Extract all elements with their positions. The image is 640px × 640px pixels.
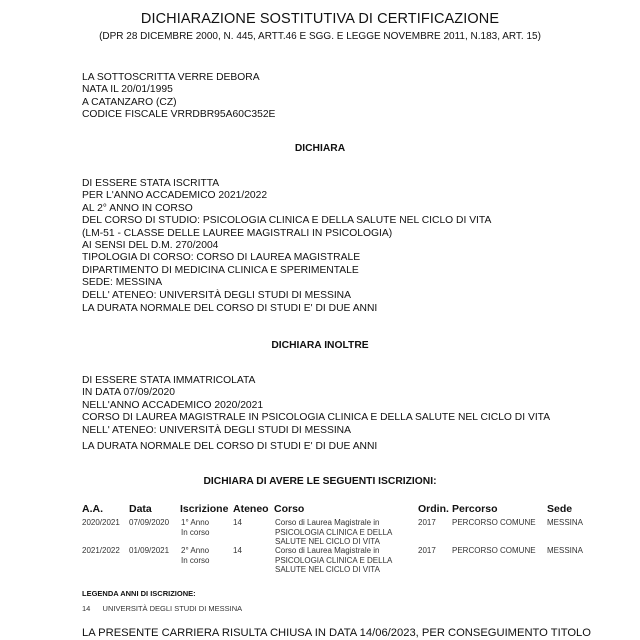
cell-ordin: 2017 xyxy=(418,546,436,555)
section2-block xyxy=(82,375,550,437)
career-closed-statement: LA PRESENTE CARRIERA RISULTA CHIUSA IN DATA 14/06/2023, PER CONSEGUIMENTO TITOLO xyxy=(82,627,591,639)
section-heading-dichiara: DICHIARA xyxy=(294,143,346,154)
section2-duration: LA DURATA NORMALE DEL CORSO DI STUDI E' DI DUE ANNI xyxy=(82,441,378,452)
section1-line: TIPOLOGIA DI CORSO: CORSO DI LAUREA MAGISTRALE xyxy=(82,252,361,264)
document-title: DICHIARAZIONE SOSTITUTIVA DI CERTIFICAZIONE xyxy=(140,11,500,27)
section1-line: AI SENSI DEL D.M. 270/2004 xyxy=(82,240,219,252)
declarant-name: LA SOTTOSCRITTA VERRE DEBORA xyxy=(82,72,260,83)
cell-corso-line: PSICOLOGIA CLINICA E DELLA xyxy=(275,527,393,537)
cell-iscrizione xyxy=(181,518,209,537)
section1-block xyxy=(82,178,491,302)
cell-corso-line: PSICOLOGIA CLINICA E DELLA xyxy=(275,555,393,565)
column-header-ateneo: Ateneo xyxy=(233,503,269,515)
document-subtitle: (DPR 28 DICEMBRE 2000, N. 445, ARTT.46 E SGG. E LEGGE NOVEMBRE 2011, N.183, ART. 15) xyxy=(99,31,541,42)
legend-code: 14 xyxy=(82,604,91,613)
cell-ateneo: 14 xyxy=(233,518,242,527)
section1-line: DELL' ATENEO: UNIVERSITÀ DEGLI STUDI DI MESSINA xyxy=(82,289,351,301)
cell-data: 01/09/2021 xyxy=(129,546,170,555)
cell-corso xyxy=(275,546,392,575)
cell-percorso: PERCORSO COMUNE xyxy=(452,518,536,527)
cell-percorso: PERCORSO COMUNE xyxy=(452,546,536,555)
cell-corso-line: Corso di Laurea Magistrale in xyxy=(275,518,380,527)
cell-data: 07/09/2020 xyxy=(129,518,170,527)
column-header-sede: Sede xyxy=(547,503,573,515)
legend-university: UNIVERSITÀ DEGLI STUDI DI MESSINA xyxy=(102,604,243,613)
section2-line: CORSO DI LAUREA MAGISTRALE IN PSICOLOGIA CLINICA E DELLA SALUTE NEL CICLO DI VITA xyxy=(82,412,551,424)
column-header-ordin: Ordin. xyxy=(418,503,449,515)
section-heading-dichiara-inoltre: DICHIARA INOLTRE xyxy=(271,340,369,351)
section1-line: DEL CORSO DI STUDIO: PSICOLOGIA CLINICA E DELLA SALUTE NEL CICLO DI VITA xyxy=(82,215,492,227)
cell-iscrizione-year: 1° Anno xyxy=(181,518,210,527)
cell-aa: 2020/2021 xyxy=(82,518,120,527)
cell-iscrizione xyxy=(181,546,209,565)
cell-sede: MESSINA xyxy=(547,546,584,555)
cell-corso xyxy=(275,518,392,547)
column-header-aa: A.A. xyxy=(82,503,103,515)
declarant-fiscal-code: CODICE FISCALE VRRDBR95A60C352E xyxy=(82,109,276,121)
section1-line: SEDE: MESSINA xyxy=(82,277,163,289)
cell-aa: 2021/2022 xyxy=(82,546,120,555)
legend-title: LEGENDA ANNI DI ISCRIZIONE: xyxy=(82,589,196,598)
section2-line: NELL' ATENEO: UNIVERSITÀ DEGLI STUDI DI MESSINA xyxy=(82,424,351,436)
section1-duration: LA DURATA NORMALE DEL CORSO DI STUDI E' DI DUE ANNI xyxy=(82,303,378,314)
cell-corso-line: SALUTE NEL CICLO DI VITA xyxy=(275,537,380,547)
declarant-block xyxy=(82,72,275,122)
column-header-data: Data xyxy=(129,503,152,515)
cell-corso-line: Corso di Laurea Magistrale in xyxy=(275,546,380,555)
declarant-birthdate: NATA IL 20/01/1995 xyxy=(82,84,173,96)
section1-line: DI ESSERE STATA ISCRITTA xyxy=(82,178,220,189)
section2-line: DI ESSERE STATA IMMATRICOLATA xyxy=(82,375,256,386)
column-header-iscrizione: Iscrizione xyxy=(180,503,229,515)
cell-sede: MESSINA xyxy=(547,518,584,527)
column-header-corso: Corso xyxy=(274,503,305,515)
cell-iscrizione-status: In corso xyxy=(181,527,210,537)
section2-line: NELL'ANNO ACCADEMICO 2020/2021 xyxy=(82,399,264,411)
section1-line: (LM-51 - CLASSE DELLE LAUREE MAGISTRALI IN PSICOLOGIA) xyxy=(82,227,393,239)
section1-line: AL 2° ANNO IN CORSO xyxy=(82,202,193,214)
section1-line: PER L'ANNO ACCADEMICO 2021/2022 xyxy=(82,190,268,202)
cell-ordin: 2017 xyxy=(418,518,436,527)
section1-line: DIPARTIMENTO DI MEDICINA CLINICA E SPERIMENTALE xyxy=(82,264,359,276)
cell-ateneo: 14 xyxy=(233,546,242,555)
cell-iscrizione-status: In corso xyxy=(181,555,210,565)
legend-row xyxy=(82,604,242,613)
section2-line: IN DATA 07/09/2020 xyxy=(82,387,175,399)
declarant-birthplace: A CATANZARO (CZ) xyxy=(82,96,177,108)
section-heading-iscrizioni: DICHIARA DI AVERE LE SEGUENTI ISCRIZIONI: xyxy=(203,476,437,487)
column-header-percorso: Percorso xyxy=(452,503,498,515)
cell-iscrizione-year: 2° Anno xyxy=(181,546,210,555)
cell-corso-line: SALUTE NEL CICLO DI VITA xyxy=(275,565,380,575)
